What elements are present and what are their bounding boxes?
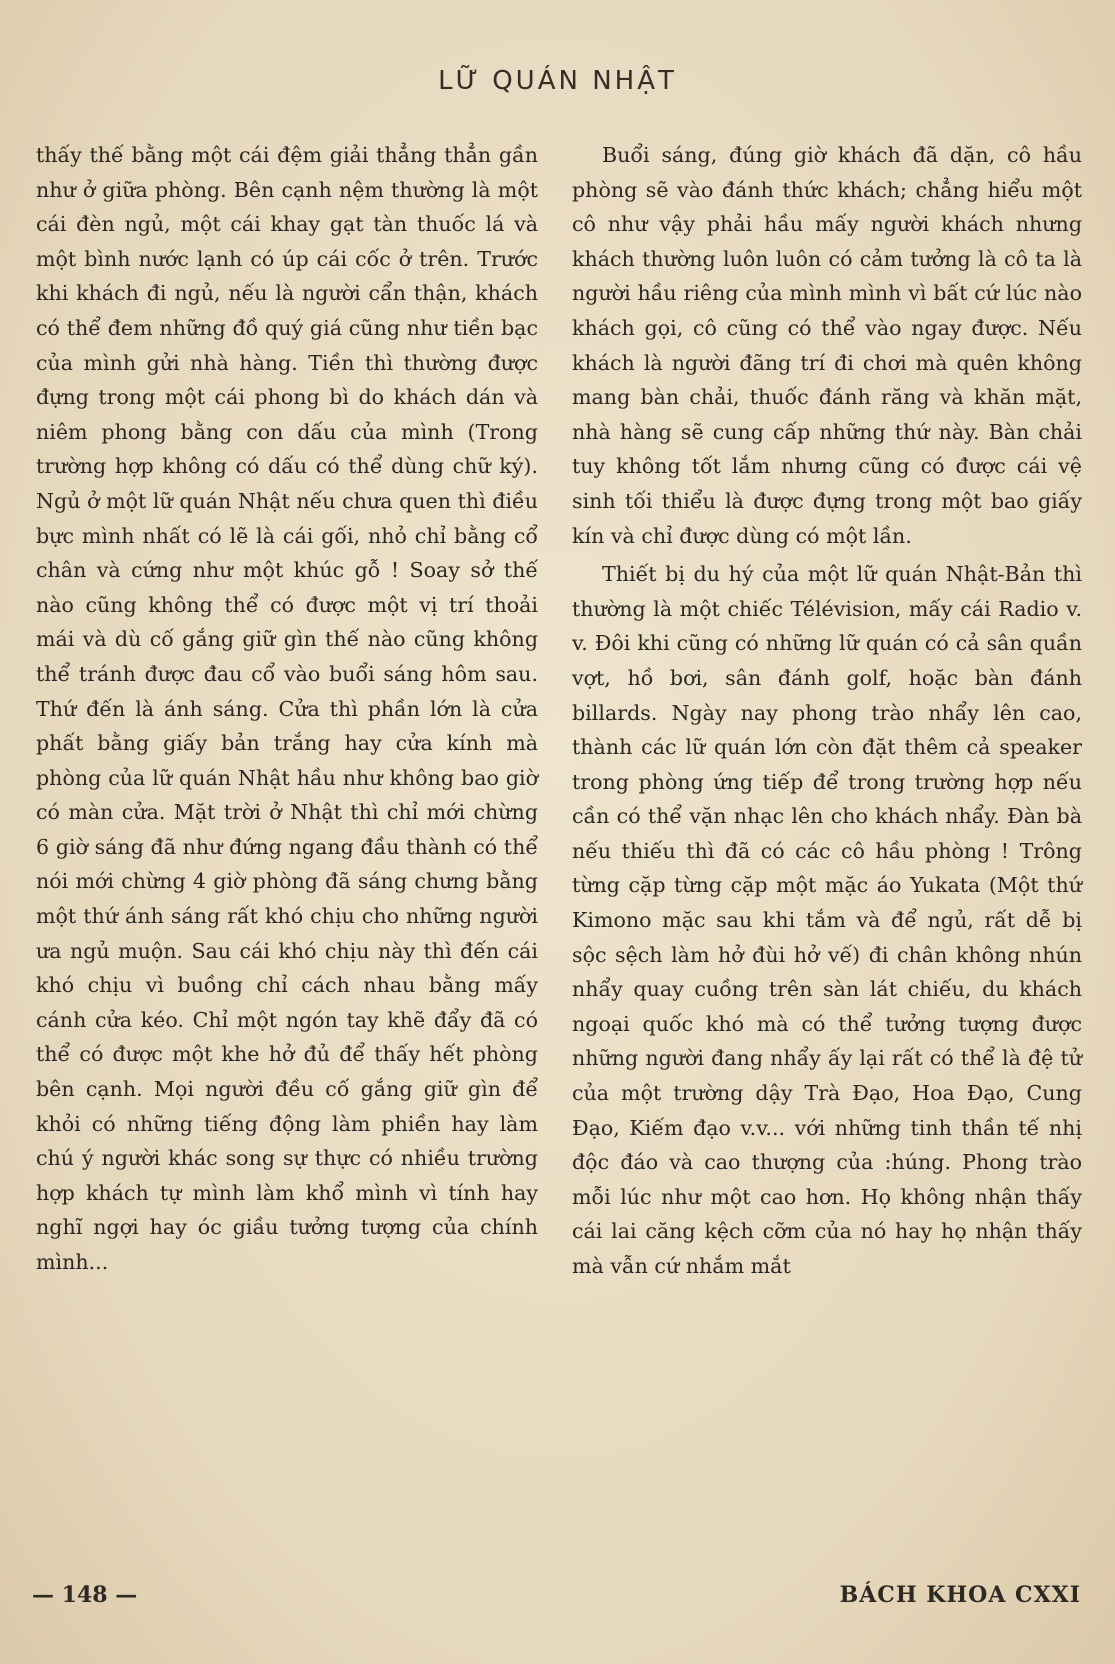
publication-name: BÁCH KHOA CXXI	[839, 1582, 1081, 1608]
left-paragraph-1: thấy thế bằng một cái đệm giải thẳng thẳn gần như ở giữa phòng. Bên cạnh nệm thường là một cái đèn ngủ, một cái khay gạt tàn thuốc lá và một bình nước lạnh có úp cái cốc ở trên. Trước khi khách đi ngủ, nếu là người cẩn thận, khách có thể đem những đồ quý giá cũng như tiền bạc của mình gửi nhà hàng. Tiền thì thường được đựng trong một cái phong bì do khách dán và niêm phong bằng con dấu của mình (Trong trường hợp không có dấu có thể dùng chữ ký). Ngủ ở một lữ quán Nhật nếu chưa quen thì điều bực mình nhất có lẽ là cái gối, nhỏ chỉ bằng cổ chân và cứng như một khúc gỗ ! Soay sở thế nào cũng không thể có được một vị trí thoải mái và dù cố gắng giữ gìn thế nào cũng không thể tránh được đau cổ vào buổi sáng hôm sau. Thứ đến là ánh sáng. Cửa thì phần lớn là cửa phất bằng giấy bản trắng hay cửa kính mà phòng của lữ quán Nhật hầu như không bao giờ có màn cửa. Mặt trời ở Nhật thì chỉ mới chừng 6 giờ sáng đã như đứng ngang đầu thành có thể nói mới chừng 4 giờ phòng đã sáng chưng bằng một thứ ánh sáng rất khó chịu cho những người ưa ngủ muộn. Sau cái khó chịu này thì đến cái khó chịu vì buồng chỉ cách nhau bằng mấy cánh cửa kéo. Chỉ một ngón tay khẽ đẩy đã có thể có được một khe hở đủ để thấy hết phòng bên cạnh. Mọi người đều cố gắng giữ gìn để khỏi có những tiếng động làm phiền hay làm chú ý người khác song sự thực có nhiều trường hợp khách tự mình làm khổ mình vì tính hay nghĩ ngợi hay óc giầu tưởng tượng của chính mình...	[36, 143, 538, 1274]
right-paragraph-1: Buổi sáng, đúng giờ khách đã dặn, cô hầu phòng sẽ vào đánh thức khách; chẳng hiểu một cô như vậy phải hầu mấy người khách nhưng khách thường luôn luôn có cảm tưởng là cô ta là người hầu riêng của mình mình vì bất cứ lúc nào khách gọi, cô cũng có thể vào ngay được. Nếu khách là người đãng trí đi chơi mà quên không mang bàn chải, thuốc đánh răng và khăn mặt, nhà hàng sẽ cung cấp những thứ này. Bàn chải tuy không tốt lắm nhưng cũng có được cái vệ sinh tối thiểu là được đựng trong một bao giấy kín và chỉ được dùng có một lần.	[572, 143, 1082, 548]
right-paragraph-2: Thiết bị du hý của một lữ quán Nhật-Bản thì thường là một chiếc Télévision, mấy cái Radio v. v. Đôi khi cũng có những lữ quán có cả sân quần vợt, hồ bơi, sân đánh golf, hoặc bàn đánh billards. Ngày nay phong trào nhẩy lên cao, thành các lữ quán lớn còn đặt thêm cả speaker trong phòng ứng tiếp để trong trường hợp nếu cần có thể vặn nhạc lên cho khách nhẩy. Đàn bà nếu thiếu thì đã có các cô hầu phòng ! Trông từng cặp từng cặp một mặc áo Yukata (Một thứ Kimono mặc sau khi tắm và để ngủ, rất dễ bị sộc sệch làm hở đùi hở vế) đi chân không nhún nhẩy quay cuồng trên sàn lát chiếu, du khách ngoại quốc khó mà có thể tưởng tượng được những người đang nhẩy ấy lại rất có thể là đệ tử của một trường dậy Trà Đạo, Hoa Đạo, Cung Đạo, Kiếm đạo v.v... với những tinh thần tế nhị độc đáo và cao thượng của :húng. Phong trào mỗi lúc như một cao hơn. Họ không nhận thấy cái lai căng kệch cỡm của nó hay họ nhận thấy mà vẫn cứ nhắm mắt	[572, 562, 1082, 1278]
page-number: — 148 —	[32, 1582, 138, 1608]
running-header: LỮ QUÁN NHẬT	[438, 66, 677, 96]
left-column	[36, 138, 538, 1280]
right-column	[572, 138, 1082, 1284]
